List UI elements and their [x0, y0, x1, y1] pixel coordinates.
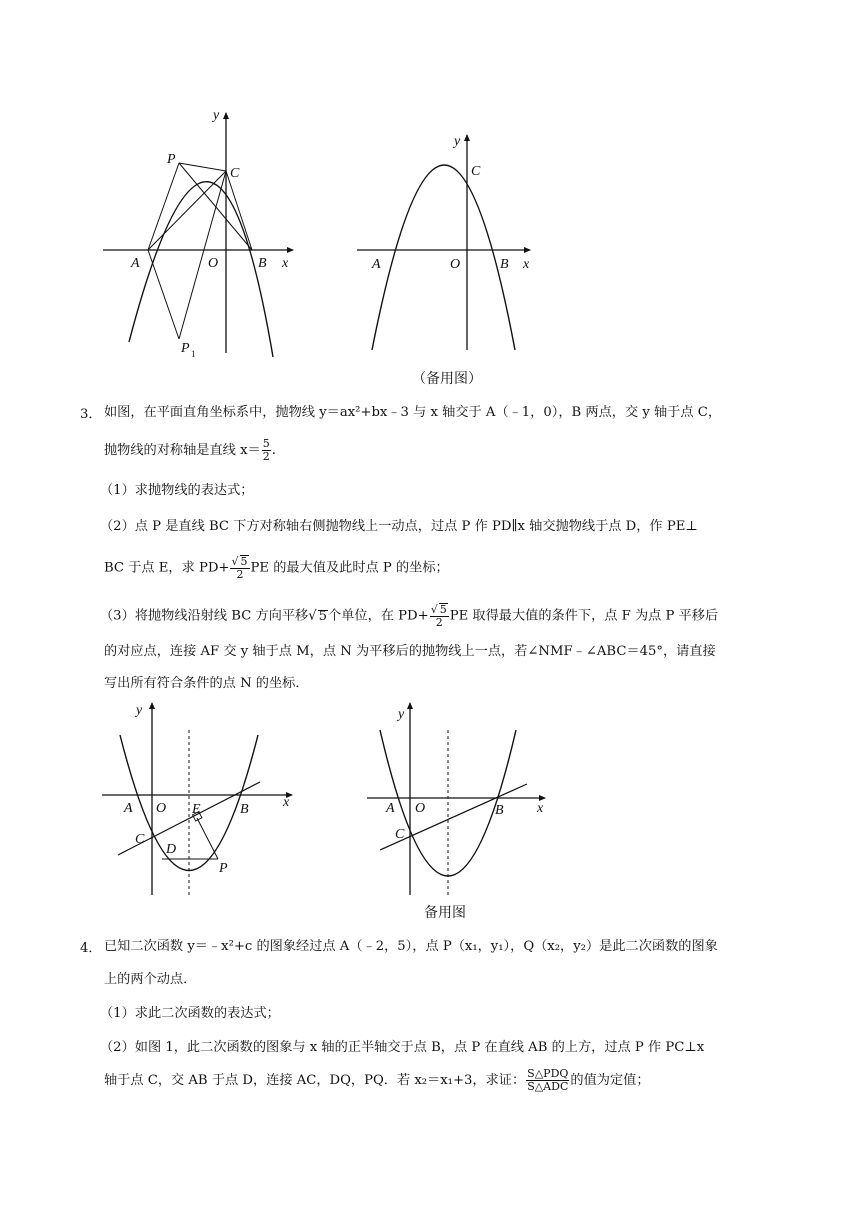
spare-figure-caption: （备用图） [412, 371, 482, 387]
question-3-part-2-line1: （2）点 P 是直线 BC 下方对称轴右侧抛物线上一动点，过点 P 作 PD∥x 轴交抛物线于点 D，作 PE⊥ [100, 519, 698, 534]
fraction-sqrt5-over-2: $\frac{√ 5}{2}$ [231, 555, 248, 581]
label-A: A [372, 257, 381, 272]
question-3-part-3-line1: （3）将抛物线沿射线 BC 方向平移√ 5个单位，在 PD+ $\frac{√ 5}{2}$ PE 取得最大值的条件下，点 F 为点 P 平移后 [100, 603, 719, 629]
figure-q3-main [100, 700, 300, 900]
figure-q3-spare [365, 700, 555, 900]
parabola-curve [372, 165, 515, 350]
label-A: A [386, 801, 395, 816]
question-4-number: 4． [80, 941, 102, 956]
label-O: O [450, 257, 461, 272]
label-B: B [258, 256, 267, 271]
label-E: E [192, 802, 201, 817]
area-ratio-fraction: $\frac{\text{S△PDQ}}{\text{S△ADC}}$ [527, 1067, 569, 1093]
question-3-part-3-line2: 的对应点，连接 AF 交 y 轴于点 M，点 N 为平移后的抛物线上一点，若∠NMF﹣∠ABC＝45°，请直接 [104, 644, 716, 659]
label-O: O [208, 256, 219, 271]
label-x: x [537, 801, 544, 816]
figure-q2-spare [352, 130, 542, 355]
label-x: x [283, 795, 290, 810]
label-P: P [167, 152, 176, 167]
label-P: P [219, 861, 228, 876]
question-4-part-2-line2: 轴于点 C，交 AB 于点 D，连接 AC，DQ，PQ．若 x₂＝x₁+3，求证： $\frac{\text{S△PDQ}}{\text{S△ADC}}$ 的值为定值； [104, 1067, 650, 1093]
label-y: y [213, 108, 220, 123]
label-y: y [136, 703, 143, 718]
question-3-part-2-line2: BC 于点 E，求 PD+ $\frac{√ 5}{2}$ PE 的最大值及此时点 P 的坐标； [104, 555, 449, 581]
label-D: D [166, 842, 177, 857]
label-A: A [131, 256, 140, 271]
label-C: C [395, 827, 405, 842]
parabola-curve [129, 182, 273, 357]
fraction-sqrt5-over-2-b: $\frac{√ 5}{2}$ [430, 603, 447, 629]
label-P1: P [181, 341, 190, 356]
label-B: B [495, 803, 504, 818]
label-O: O [156, 801, 167, 816]
question-3-stem-line2: 抛物线的对称轴是直线 x＝ $\frac{5}{2}$ . [104, 437, 276, 463]
label-P1-subscript: 1 [191, 349, 196, 359]
label-C: C [135, 832, 145, 847]
label-A: A [124, 801, 133, 816]
fraction-5-2: $\frac{5}{2}$ [262, 437, 270, 463]
question-3-part-1: （1）求抛物线的表达式； [100, 483, 254, 498]
question-4-stem-line2: 上的两个动点． [104, 972, 197, 987]
question-3-number: 3． [80, 407, 102, 422]
label-C: C [471, 164, 481, 179]
label-B: B [240, 802, 249, 817]
question-4-part-1: （1）求此二次函数的表达式； [100, 1006, 280, 1021]
question-3-stem-line1: 如图，在平面直角坐标系中，抛物线 y＝ax²+bx﹣3 与 x 轴交于 A（﹣1，0），B 两点，交 y 轴于点 C， [104, 405, 722, 420]
question-4-part-2-line1: （2）如图 1，此二次函数的图象与 x 轴的正半轴交于点 B，点 P 在直线 AB 的上方，过点 P 作 PC⊥x [100, 1040, 705, 1055]
label-C: C [230, 166, 240, 181]
spare-figure-caption-q3: 备用图 [424, 905, 466, 921]
figure-q2-main [95, 105, 305, 365]
label-y: y [454, 134, 461, 149]
label-y: y [398, 707, 405, 722]
label-O: O [415, 801, 426, 816]
label-x: x [282, 256, 289, 271]
question-3-part-3-line3: 写出所有符合条件的点 N 的坐标． [104, 676, 309, 691]
label-B: B [500, 257, 509, 272]
label-x: x [523, 257, 530, 272]
question-4-stem-line1: 已知二次函数 y＝﹣x²+c 的图象经过点 A（﹣2，5），点 P（x₁，y₁），Q（x₂，y₂）是此二次函数的图象 [104, 939, 718, 954]
